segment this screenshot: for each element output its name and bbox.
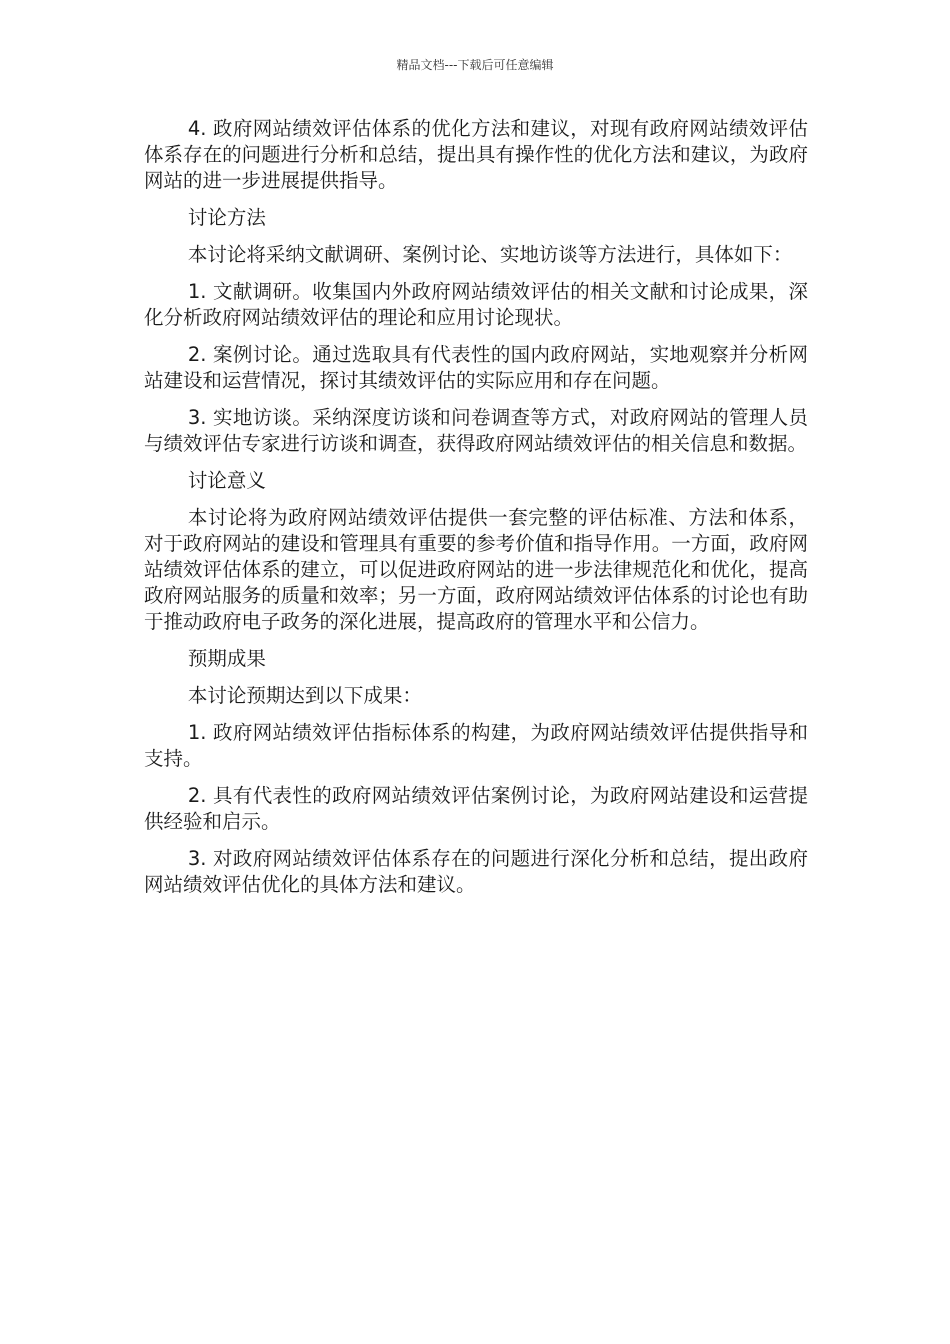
paragraph-result-3: 3. 对政府网站绩效评估体系存在的问题进行深化分析和总结，提出政府网站绩效评估优化的具体方法和建议。 bbox=[144, 847, 808, 896]
paragraph-optimization: 4. 政府网站绩效评估体系的优化方法和建议，对现有政府网站绩效评估体系存在的问题进行分析和总结，提出具有操作性的优化方法和建议，为政府网站的进一步进展提供指导。 bbox=[144, 117, 808, 192]
paragraph-literature-research: 1. 文献调研。收集国内外政府网站绩效评估的相关文献和讨论成果，深化分析政府网站绩效评估的理论和应用讨论现状。 bbox=[144, 280, 808, 329]
page-header: 精品文档---下载后可任意编辑 bbox=[396, 58, 554, 72]
section-heading-methods: 讨论方法 bbox=[187, 206, 266, 229]
document-body bbox=[144, 116, 808, 909]
section-heading-significance: 讨论意义 bbox=[187, 469, 266, 492]
paragraph-result-2: 2. 具有代表性的政府网站绩效评估案例讨论，为政府网站建设和运营提供经验和启示。 bbox=[144, 784, 808, 833]
paragraph-methods-intro: 本讨论将采纳文献调研、案例讨论、实地访谈等方法进行，具体如下： bbox=[187, 243, 793, 266]
paragraph-field-interview: 3. 实地访谈。采纳深度访谈和问卷调查等方式，对政府网站的管理人员与绩效评估专家进行访谈和调查，获得政府网站绩效评估的相关信息和数据。 bbox=[144, 406, 808, 455]
section-heading-expected-results: 预期成果 bbox=[187, 647, 266, 670]
paragraph-results-intro: 本讨论预期达到以下成果： bbox=[187, 684, 422, 707]
paragraph-result-1: 1. 政府网站绩效评估指标体系的构建，为政府网站绩效评估提供指导和支持。 bbox=[144, 721, 808, 770]
paragraph-significance: 本讨论将为政府网站绩效评估提供一套完整的评估标准、方法和体系，对于政府网站的建设和管理具有重要的参考价值和指导作用。一方面，政府网站绩效评估体系的建立，可以促进政府网站的进一步法律规范化和优化，提高政府网站服务的质量和效率；另一方面，政府网站绩效评估体系的讨论也有助于推动政府电子政务的深化进展，提高政府的管理水平和公信力。 bbox=[144, 506, 808, 633]
paragraph-case-study: 2. 案例讨论。通过选取具有代表性的国内政府网站，实地观察并分析网站建设和运营情况，探讨其绩效评估的实际应用和存在问题。 bbox=[144, 343, 808, 392]
